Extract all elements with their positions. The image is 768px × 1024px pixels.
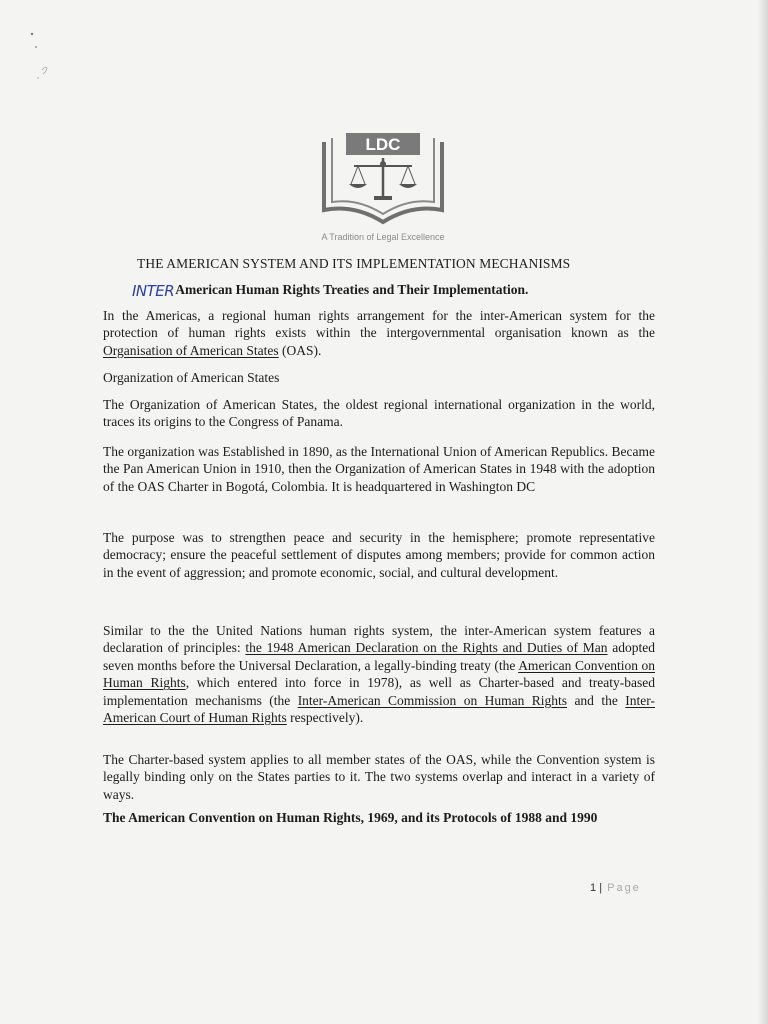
- footer-separator: |: [599, 882, 603, 894]
- commission-link[interactable]: Inter-American Commission on Human Rights: [297, 692, 568, 708]
- paragraph-oas-origins: The Organization of American States, the oldest regional international organization in the world, traces its origins to the Congress of Panama.: [103, 397, 655, 430]
- system-text-1: Similar to the the United Nations human rights system, the inter-American system features a declaration of principles:: [103, 623, 655, 656]
- paragraph-inter-american-system: [103, 622, 655, 726]
- american-convention-link[interactable]: American Convention on Human Rights: [103, 657, 655, 691]
- paragraph-intro: [103, 307, 655, 359]
- paragraph-purpose: The purpose was to strengthen peace and security in the hemisphere; promote representative democracy; ensure the peaceful settlement of disputes among members; provide for common action in the event of aggression; and promote economic, social, and cultural development.: [103, 530, 655, 580]
- system-text-5: respectively).: [286, 710, 364, 726]
- page-footer: [590, 882, 641, 894]
- system-text-2: adopted seven months before the Universal Declaration, a legally-binding treaty (the: [103, 640, 655, 673]
- intro-text-end: (OAS).: [278, 342, 322, 358]
- intro-text: In the Americas, a regional human rights arrangement for the inter-American system for the protection of human rights exists within the intergovernmental organisation known as the: [103, 308, 655, 341]
- system-text-4: and the: [567, 692, 626, 708]
- logo-text: LDC: [365, 135, 401, 154]
- paragraph-charter-system: The Charter-based system applies to all member states of the OAS, while the Convention system is legally binding only on the States parties to it. The two systems overlap and interact in a variety of ways.: [103, 752, 655, 802]
- ldc-logo: [318, 130, 448, 245]
- subheading-text: American Human Rights Treaties and Their Implementation.: [175, 282, 529, 297]
- section-heading-convention: The American Convention on Human Rights, 1969, and its Protocols of 1988 and 1990: [103, 810, 598, 825]
- system-text-3: , which entered into force in 1978), as well as Charter-based and treaty-based implementation mechanisms (the: [103, 675, 655, 708]
- page-title: THE AMERICAN SYSTEM AND ITS IMPLEMENTATION MECHANISMS: [137, 256, 571, 271]
- oas-link[interactable]: Organisation of American States: [103, 342, 279, 358]
- american-declaration-link[interactable]: the 1948 American Declaration on the Rights and Duties of Man: [245, 640, 608, 656]
- paragraph-establishment: The organization was Established in 1890, as the International Union of American Republics. Became the Pan American Union in 1910, then the Organization of American States in 1948 with the adoption of the OAS Charter in Bogotá, Colombia. It is headquartered in Washington DC: [103, 444, 655, 494]
- page-edge-shadow: [758, 0, 768, 1024]
- page-label: Page: [607, 882, 641, 894]
- section-subheading: [132, 280, 692, 298]
- logo-tagline: A Tradition of Legal Excellence: [321, 232, 445, 242]
- paragraph-oas-heading: Organization of American States: [103, 370, 280, 385]
- court-link[interactable]: Inter-American Court of Human Rights: [103, 692, 655, 726]
- page-number: 1: [590, 882, 597, 894]
- handwritten-annotation: INTER: [132, 282, 175, 300]
- scan-specks: [28, 30, 58, 90]
